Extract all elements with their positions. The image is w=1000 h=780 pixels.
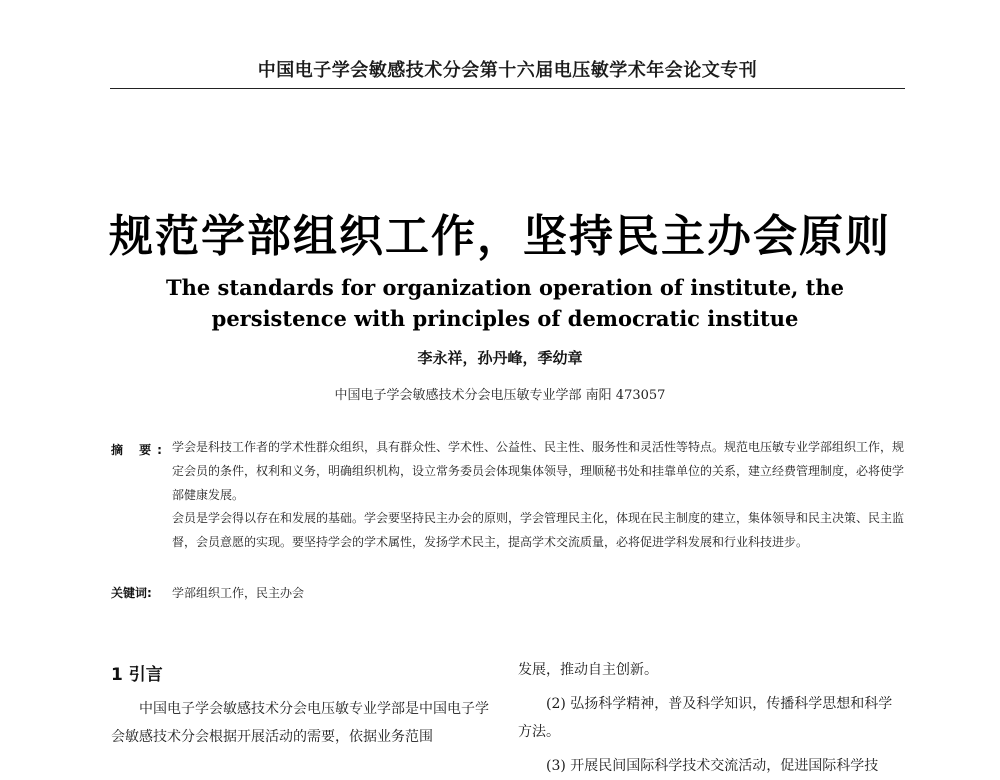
header-rule [110,88,905,89]
list-item-2: (2) 弘扬科学精神，普及科学知识，传播科学思想和科学方法。 [518,696,893,740]
abstract-body [172,436,905,555]
intro-paragraph: 中国电子学会敏感技术分会电压敏专业学部是中国电子学会敏感技术分会根据开展活动的需要，依据业务范围 [111,701,489,745]
abstract-paragraph-1: 学会是科技工作者的学术性群众组织，具有群众性、学术性、公益性、民主性、服务性和灵活性等特点。规范电压敏专业学部组织工作，规定会员的条件，权利和义务，明确组织机构，设立常务委员会体现集体领导，理顺秘书处和挂靠单位的关系，建立经费管理制度，必将使学部健康发展。 [172,440,905,502]
abstract-paragraph-2: 会员是学会得以存在和发展的基础。学会要坚持民主办会的原则，学会管理民主化，体现在民主制度的建立，集体领导和民主决策、民主监督，会员意愿的实现。要坚持学会的学术属性，发扬学术民主，提高学术交流质量，必将促进学科发展和行业科技进步。 [172,511,905,550]
abstract-label: 摘 要: [111,443,168,457]
list-item-3: (3) 开展民间国际科学技术交流活动，促进国际科学技 [546,758,879,774]
left-column [111,695,495,751]
author-list: 李永祥，孙丹峰，季幼章 [417,349,583,367]
right-column-line: 发展，推动自主创新。 [518,662,658,678]
paper-title-en: The standards for organization operation of institute, the persistence with principles of democratic institue [165,275,845,331]
keywords-label: 关键词: [111,586,152,600]
right-column [518,656,905,780]
section-heading-intro: 1 引言 [111,665,163,685]
keywords-text: 学部组织工作，民主办会 [172,586,305,600]
author-affiliation: 中国电子学会敏感技术分会电压敏专业学部 南阳 473057 [334,388,666,403]
paper-title-zh: 规范学部组织工作，坚持民主办会原则 [109,211,891,262]
journal-header: 中国电子学会敏感技术分会第十六届电压敏学术年会论文专刊 [257,60,758,81]
